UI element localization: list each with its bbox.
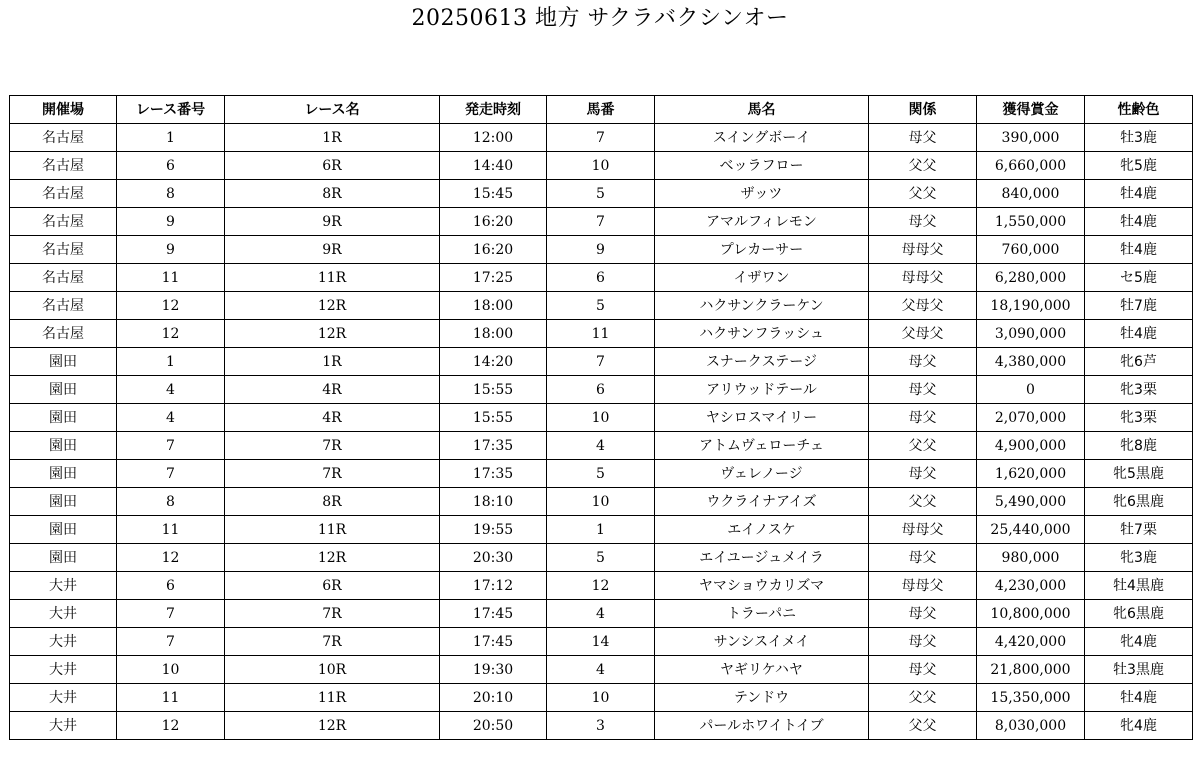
horse-name-cell: トラーパニ [655,600,869,628]
prize-money-cell: 5,490,000 [977,488,1085,516]
horse-name-cell: アトムヴェローチェ [655,432,869,460]
table-row [10,404,1193,432]
race-number-cell: 4 [117,404,225,432]
venue-cell: 大井 [10,600,117,628]
race-name-cell: 7R [225,460,440,488]
race-results-table [9,95,1193,740]
prize-money-cell: 0 [977,376,1085,404]
venue-cell: 大井 [10,656,117,684]
horse-number-cell: 10 [547,488,655,516]
relation-cell: 母母父 [869,516,977,544]
relation-cell: 母父 [869,348,977,376]
table-row [10,376,1193,404]
sex-age-color-cell: 牡4鹿 [1085,208,1193,236]
table-row [10,264,1193,292]
race-name-cell: 4R [225,404,440,432]
horse-number-cell: 5 [547,180,655,208]
horse-name-cell: スイングボーイ [655,124,869,152]
race-name-cell: 9R [225,236,440,264]
prize-money-cell: 4,230,000 [977,572,1085,600]
relation-cell: 母父 [869,656,977,684]
race-name-cell: 11R [225,264,440,292]
race-name-cell: 11R [225,684,440,712]
sex-age-color-cell: 牝6芦 [1085,348,1193,376]
prize-money-cell: 980,000 [977,544,1085,572]
table-row [10,488,1193,516]
column-header-horse-number: 馬番 [547,96,655,124]
prize-money-cell: 8,030,000 [977,712,1085,740]
venue-cell: 名古屋 [10,180,117,208]
prize-money-cell: 4,420,000 [977,628,1085,656]
sex-age-color-cell: 牡4鹿 [1085,684,1193,712]
relation-cell: 父父 [869,432,977,460]
race-number-cell: 12 [117,712,225,740]
prize-money-cell: 1,620,000 [977,460,1085,488]
race-name-cell: 12R [225,544,440,572]
sex-age-color-cell: 牝6黒鹿 [1085,600,1193,628]
sex-age-color-cell: 牡7栗 [1085,516,1193,544]
table-row [10,152,1193,180]
sex-age-color-cell: 牡3鹿 [1085,124,1193,152]
post-time-cell: 15:55 [440,376,547,404]
post-time-cell: 16:20 [440,236,547,264]
horse-name-cell: ヤシロスマイリー [655,404,869,432]
horse-number-cell: 10 [547,152,655,180]
post-time-cell: 19:55 [440,516,547,544]
page-title: 20250613 地方 サクラバクシンオー [411,6,789,31]
prize-money-cell: 4,900,000 [977,432,1085,460]
race-name-cell: 9R [225,208,440,236]
header-row [10,96,1193,124]
post-time-cell: 17:35 [440,432,547,460]
race-number-cell: 12 [117,320,225,348]
post-time-cell: 18:10 [440,488,547,516]
race-name-cell: 7R [225,628,440,656]
prize-money-cell: 4,380,000 [977,348,1085,376]
horse-number-cell: 4 [547,600,655,628]
horse-number-cell: 1 [547,516,655,544]
venue-cell: 園田 [10,404,117,432]
horse-number-cell: 5 [547,460,655,488]
race-name-cell: 8R [225,180,440,208]
relation-cell: 母父 [869,600,977,628]
horse-name-cell: テンドウ [655,684,869,712]
relation-cell: 母父 [869,460,977,488]
sex-age-color-cell: 牡4鹿 [1085,180,1193,208]
venue-cell: 大井 [10,712,117,740]
horse-name-cell: エイノスケ [655,516,869,544]
sex-age-color-cell: 牝8鹿 [1085,432,1193,460]
sex-age-color-cell: 牝6黒鹿 [1085,488,1193,516]
table-row [10,348,1193,376]
relation-cell: 父母父 [869,292,977,320]
prize-money-cell: 390,000 [977,124,1085,152]
race-name-cell: 7R [225,432,440,460]
venue-cell: 名古屋 [10,208,117,236]
venue-cell: 園田 [10,460,117,488]
prize-money-cell: 760,000 [977,236,1085,264]
horse-number-cell: 10 [547,684,655,712]
horse-name-cell: サンシスイメイ [655,628,869,656]
race-name-cell: 6R [225,152,440,180]
sex-age-color-cell: 牡7鹿 [1085,292,1193,320]
horse-number-cell: 14 [547,628,655,656]
horse-name-cell: ヤギリケハヤ [655,656,869,684]
sex-age-color-cell: セ5鹿 [1085,264,1193,292]
horse-name-cell: プレカーサー [655,236,869,264]
race-name-cell: 1R [225,348,440,376]
horse-number-cell: 7 [547,124,655,152]
horse-name-cell: ヤマショウカリズマ [655,572,869,600]
post-time-cell: 18:00 [440,292,547,320]
prize-money-cell: 18,190,000 [977,292,1085,320]
column-header-venue: 開催場 [10,96,117,124]
venue-cell: 園田 [10,348,117,376]
venue-cell: 園田 [10,488,117,516]
race-name-cell: 4R [225,376,440,404]
race-name-cell: 7R [225,600,440,628]
prize-money-cell: 2,070,000 [977,404,1085,432]
race-number-cell: 1 [117,348,225,376]
table-row [10,628,1193,656]
post-time-cell: 18:00 [440,320,547,348]
venue-cell: 大井 [10,628,117,656]
table-row [10,460,1193,488]
horse-name-cell: ウクライナアイズ [655,488,869,516]
prize-money-cell: 6,660,000 [977,152,1085,180]
venue-cell: 園田 [10,432,117,460]
horse-name-cell: スナークステージ [655,348,869,376]
prize-money-cell: 15,350,000 [977,684,1085,712]
sex-age-color-cell: 牡4鹿 [1085,320,1193,348]
prize-money-cell: 1,550,000 [977,208,1085,236]
table-body [10,124,1193,740]
relation-cell: 母父 [869,544,977,572]
relation-cell: 父父 [869,180,977,208]
prize-money-cell: 6,280,000 [977,264,1085,292]
horse-name-cell: イザワン [655,264,869,292]
race-number-cell: 7 [117,600,225,628]
sex-age-color-cell: 牝3栗 [1085,404,1193,432]
table-row [10,180,1193,208]
relation-cell: 母父 [869,628,977,656]
post-time-cell: 16:20 [440,208,547,236]
horse-number-cell: 5 [547,544,655,572]
post-time-cell: 17:35 [440,460,547,488]
horse-name-cell: ヴェレノージ [655,460,869,488]
race-number-cell: 12 [117,292,225,320]
post-time-cell: 17:45 [440,600,547,628]
table-row [10,236,1193,264]
venue-cell: 名古屋 [10,124,117,152]
column-header-post-time: 発走時刻 [440,96,547,124]
column-header-relation: 関係 [869,96,977,124]
race-name-cell: 10R [225,656,440,684]
race-name-cell: 8R [225,488,440,516]
race-name-cell: 6R [225,572,440,600]
race-name-cell: 12R [225,320,440,348]
column-header-sex-age-color: 性齢色 [1085,96,1193,124]
horse-number-cell: 10 [547,404,655,432]
table-row [10,292,1193,320]
race-number-cell: 6 [117,152,225,180]
post-time-cell: 17:25 [440,264,547,292]
table-row [10,208,1193,236]
relation-cell: 母父 [869,124,977,152]
horse-number-cell: 6 [547,264,655,292]
sex-age-color-cell: 牝4鹿 [1085,712,1193,740]
prize-money-cell: 25,440,000 [977,516,1085,544]
horse-name-cell: ザッツ [655,180,869,208]
relation-cell: 父父 [869,684,977,712]
post-time-cell: 20:10 [440,684,547,712]
horse-name-cell: パールホワイトイブ [655,712,869,740]
venue-cell: 園田 [10,376,117,404]
race-number-cell: 4 [117,376,225,404]
horse-name-cell: ベッラフロー [655,152,869,180]
race-number-cell: 7 [117,432,225,460]
race-number-cell: 12 [117,544,225,572]
post-time-cell: 14:40 [440,152,547,180]
prize-money-cell: 21,800,000 [977,656,1085,684]
race-number-cell: 11 [117,516,225,544]
horse-number-cell: 11 [547,320,655,348]
horse-number-cell: 5 [547,292,655,320]
horse-number-cell: 4 [547,656,655,684]
horse-number-cell: 9 [547,236,655,264]
table-row [10,544,1193,572]
horse-name-cell: ハクサンフラッシュ [655,320,869,348]
race-number-cell: 6 [117,572,225,600]
relation-cell: 父父 [869,712,977,740]
relation-cell: 父父 [869,488,977,516]
horse-number-cell: 6 [547,376,655,404]
column-header-horse-name: 馬名 [655,96,869,124]
relation-cell: 母母父 [869,264,977,292]
sex-age-color-cell: 牡4鹿 [1085,236,1193,264]
race-number-cell: 1 [117,124,225,152]
table-row [10,684,1193,712]
race-number-cell: 9 [117,236,225,264]
race-number-cell: 7 [117,460,225,488]
table-row [10,516,1193,544]
horse-name-cell: エイユージュメイラ [655,544,869,572]
table-row [10,712,1193,740]
venue-cell: 名古屋 [10,320,117,348]
relation-cell: 母父 [869,376,977,404]
venue-cell: 名古屋 [10,236,117,264]
post-time-cell: 19:30 [440,656,547,684]
table-row [10,124,1193,152]
horse-name-cell: ハクサンクラーケン [655,292,869,320]
venue-cell: 大井 [10,684,117,712]
race-name-cell: 11R [225,516,440,544]
sex-age-color-cell: 牝4鹿 [1085,628,1193,656]
horse-number-cell: 7 [547,348,655,376]
horse-number-cell: 4 [547,432,655,460]
prize-money-cell: 840,000 [977,180,1085,208]
sex-age-color-cell: 牝3鹿 [1085,544,1193,572]
table-row [10,432,1193,460]
column-header-prize-money: 獲得賞金 [977,96,1085,124]
race-number-cell: 10 [117,656,225,684]
sex-age-color-cell: 牝5黒鹿 [1085,460,1193,488]
sex-age-color-cell: 牡3黒鹿 [1085,656,1193,684]
venue-cell: 大井 [10,572,117,600]
relation-cell: 母父 [869,208,977,236]
race-number-cell: 9 [117,208,225,236]
post-time-cell: 17:12 [440,572,547,600]
venue-cell: 園田 [10,516,117,544]
relation-cell: 母母父 [869,236,977,264]
column-header-race-name: レース名 [225,96,440,124]
race-number-cell: 7 [117,628,225,656]
post-time-cell: 14:20 [440,348,547,376]
relation-cell: 母母父 [869,572,977,600]
relation-cell: 父母父 [869,320,977,348]
post-time-cell: 20:50 [440,712,547,740]
venue-cell: 園田 [10,544,117,572]
race-number-cell: 8 [117,488,225,516]
table-row [10,600,1193,628]
prize-money-cell: 10,800,000 [977,600,1085,628]
race-number-cell: 11 [117,684,225,712]
post-time-cell: 20:30 [440,544,547,572]
column-header-race-number: レース番号 [117,96,225,124]
post-time-cell: 12:00 [440,124,547,152]
venue-cell: 名古屋 [10,152,117,180]
post-time-cell: 17:45 [440,628,547,656]
post-time-cell: 15:45 [440,180,547,208]
race-name-cell: 1R [225,124,440,152]
horse-number-cell: 12 [547,572,655,600]
horse-number-cell: 7 [547,208,655,236]
sex-age-color-cell: 牝5鹿 [1085,152,1193,180]
venue-cell: 名古屋 [10,292,117,320]
race-number-cell: 11 [117,264,225,292]
relation-cell: 父父 [869,152,977,180]
table-row [10,320,1193,348]
table-row [10,572,1193,600]
prize-money-cell: 3,090,000 [977,320,1085,348]
venue-cell: 名古屋 [10,264,117,292]
post-time-cell: 15:55 [440,404,547,432]
table-row [10,656,1193,684]
sex-age-color-cell: 牝3栗 [1085,376,1193,404]
horse-number-cell: 3 [547,712,655,740]
relation-cell: 母父 [869,404,977,432]
horse-name-cell: アマルフィレモン [655,208,869,236]
race-number-cell: 8 [117,180,225,208]
sex-age-color-cell: 牡4黒鹿 [1085,572,1193,600]
horse-name-cell: アリウッドテール [655,376,869,404]
race-name-cell: 12R [225,712,440,740]
race-name-cell: 12R [225,292,440,320]
